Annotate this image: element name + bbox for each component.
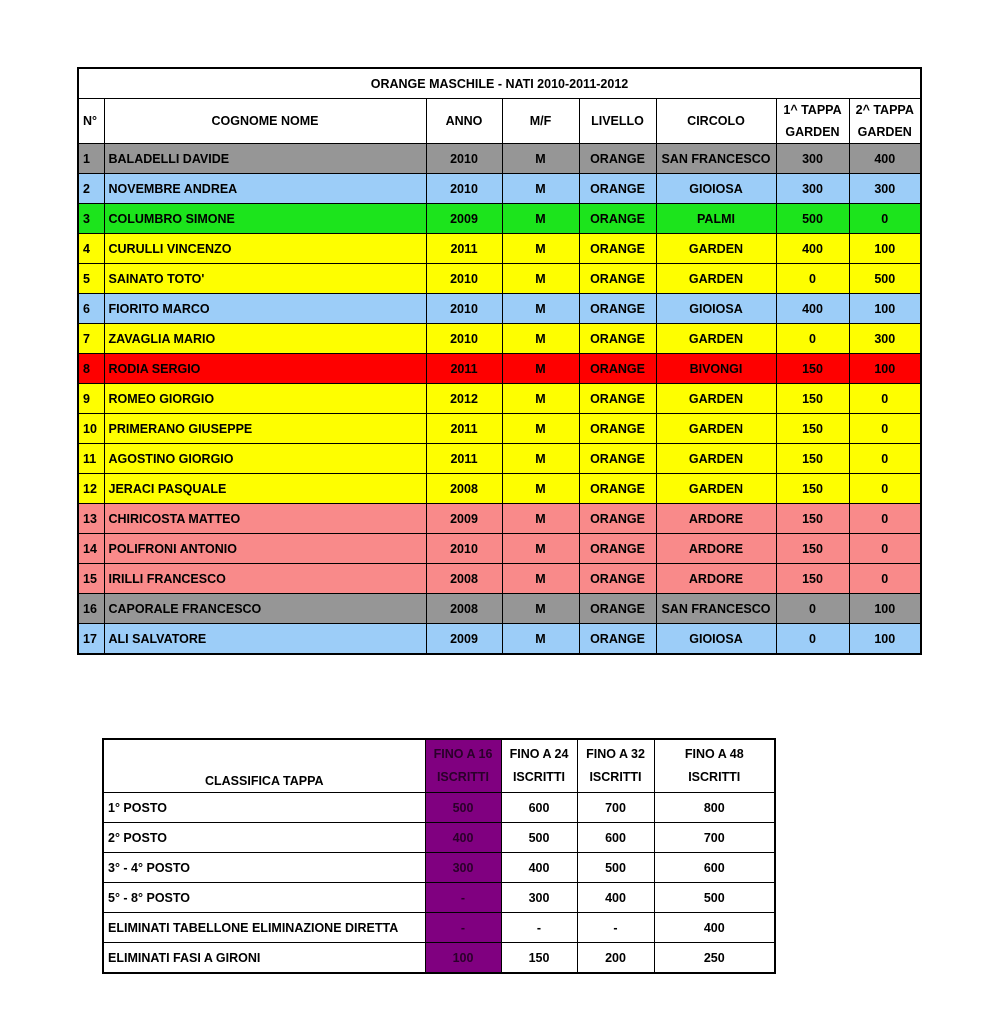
row-number: 2 [78,174,104,204]
row-level: ORANGE [579,264,656,294]
row-number: 9 [78,384,104,414]
row-name: NOVEMBRE ANDREA [104,174,426,204]
row-gender: M [502,324,579,354]
points-row-label: 1° POSTO [103,793,425,823]
row-stage1-points: 0 [776,624,849,655]
row-level: ORANGE [579,354,656,384]
table-row [78,534,921,564]
row-stage1-points: 500 [776,204,849,234]
points-value-24: 300 [501,883,577,913]
row-stage2-points: 0 [849,474,921,504]
table-row [78,204,921,234]
row-stage1-points: 0 [776,324,849,354]
row-number: 8 [78,354,104,384]
row-name: ALI SALVATORE [104,624,426,655]
row-year: 2008 [426,564,502,594]
row-number: 14 [78,534,104,564]
points-row-label: 3° - 4° POSTO [103,853,425,883]
row-stage1-points: 150 [776,354,849,384]
points-value-32: 400 [577,883,654,913]
header-gender: M/F [502,99,579,144]
row-stage1-points: 150 [776,534,849,564]
header-stage1-line1: 1^ TAPPA [783,103,842,117]
row-year: 2009 [426,204,502,234]
row-name: BALADELLI DAVIDE [104,144,426,174]
row-club: GIOIOSA [656,174,776,204]
row-number: 4 [78,234,104,264]
row-gender: M [502,264,579,294]
points-value-24: 500 [501,823,577,853]
points-header-16-line1: FINO A 16 [433,747,493,761]
table-row [78,414,921,444]
row-year: 2011 [426,234,502,264]
row-level: ORANGE [579,474,656,504]
points-value-48: 800 [654,793,775,823]
row-year: 2008 [426,594,502,624]
table-row [78,384,921,414]
points-table-body [103,739,775,973]
row-stage1-points: 150 [776,474,849,504]
table-title: ORANGE MASCHILE - NATI 2010-2011-2012 [78,68,921,99]
points-header-24 [501,739,577,793]
table-row [103,793,775,823]
row-club: GARDEN [656,444,776,474]
row-level: ORANGE [579,594,656,624]
table-row [103,943,775,974]
row-name: CURULLI VINCENZO [104,234,426,264]
row-level: ORANGE [579,204,656,234]
row-gender: M [502,444,579,474]
row-name: ZAVAGLIA MARIO [104,324,426,354]
header-level: LIVELLO [579,99,656,144]
row-stage1-points: 150 [776,564,849,594]
points-header-row [103,739,775,793]
header-club: CIRCOLO [656,99,776,144]
row-name: CHIRICOSTA MATTEO [104,504,426,534]
points-header-16-line2: ISCRITTI [436,770,490,784]
row-gender: M [502,234,579,264]
row-year: 2009 [426,624,502,655]
row-level: ORANGE [579,174,656,204]
points-value-16: 300 [425,853,501,883]
points-value-32: - [577,913,654,943]
row-number: 13 [78,504,104,534]
row-stage1-points: 150 [776,414,849,444]
row-number: 7 [78,324,104,354]
row-name: PRIMERANO GIUSEPPE [104,414,426,444]
row-stage2-points: 100 [849,624,921,655]
row-gender: M [502,564,579,594]
header-stage1 [776,99,849,144]
header-stage1-line2: GARDEN [785,125,840,139]
row-name: COLUMBRO SIMONE [104,204,426,234]
points-header-48-line2: ISCRITTI [688,770,741,784]
points-value-32: 500 [577,853,654,883]
row-stage1-points: 150 [776,444,849,474]
row-gender: M [502,384,579,414]
points-value-48: 400 [654,913,775,943]
row-number: 15 [78,564,104,594]
table-row [78,324,921,354]
row-number: 16 [78,594,104,624]
row-gender: M [502,144,579,174]
row-year: 2010 [426,174,502,204]
table-row [78,294,921,324]
points-value-32: 600 [577,823,654,853]
row-gender: M [502,294,579,324]
row-stage1-points: 150 [776,384,849,414]
header-name: COGNOME NOME [104,99,426,144]
points-header-32-line1: FINO A 32 [586,747,645,761]
points-value-16: 100 [425,943,501,974]
row-stage1-points: 300 [776,174,849,204]
points-value-32: 700 [577,793,654,823]
row-level: ORANGE [579,564,656,594]
points-row-label: ELIMINATI FASI A GIRONI [103,943,425,974]
row-level: ORANGE [579,324,656,354]
row-club: BIVONGI [656,354,776,384]
header-number: N° [78,99,104,144]
row-stage1-points: 0 [776,264,849,294]
table-row [78,264,921,294]
row-year: 2010 [426,294,502,324]
row-year: 2011 [426,414,502,444]
row-stage2-points: 0 [849,204,921,234]
row-level: ORANGE [579,414,656,444]
row-year: 2010 [426,264,502,294]
points-value-24: - [501,913,577,943]
points-value-16: 400 [425,823,501,853]
table-row [78,234,921,264]
row-level: ORANGE [579,624,656,655]
table-row [78,444,921,474]
points-value-24: 150 [501,943,577,974]
points-value-48: 700 [654,823,775,853]
points-header-24-line1: FINO A 24 [509,747,569,761]
row-level: ORANGE [579,144,656,174]
row-club: GARDEN [656,414,776,444]
table-row [78,354,921,384]
row-name: IRILLI FRANCESCO [104,564,426,594]
table-row [78,174,921,204]
header-year: ANNO [426,99,502,144]
points-value-48: 600 [654,853,775,883]
row-year: 2010 [426,324,502,354]
points-value-48: 500 [654,883,775,913]
points-table [102,738,776,974]
row-number: 17 [78,624,104,655]
row-club: GARDEN [656,264,776,294]
points-header-16 [425,739,501,793]
table-row [78,564,921,594]
points-value-16: - [425,913,501,943]
table-row [78,624,921,655]
header-row [78,99,921,144]
row-name: FIORITO MARCO [104,294,426,324]
row-club: ARDORE [656,504,776,534]
row-number: 3 [78,204,104,234]
points-header-24-line2: ISCRITTI [512,770,566,784]
points-value-24: 600 [501,793,577,823]
row-stage1-points: 0 [776,594,849,624]
table-row [78,474,921,504]
table-row [103,913,775,943]
row-stage2-points: 0 [849,564,921,594]
row-stage1-points: 400 [776,294,849,324]
table-row [78,144,921,174]
row-gender: M [502,594,579,624]
row-year: 2011 [426,354,502,384]
row-club: SAN FRANCESCO [656,144,776,174]
row-number: 12 [78,474,104,504]
table-row [103,883,775,913]
row-stage2-points: 500 [849,264,921,294]
row-level: ORANGE [579,444,656,474]
row-club: GARDEN [656,384,776,414]
row-name: SAINATO TOTO' [104,264,426,294]
row-club: GARDEN [656,324,776,354]
points-value-24: 400 [501,853,577,883]
table-row [78,504,921,534]
row-stage2-points: 0 [849,534,921,564]
row-club: SAN FRANCESCO [656,594,776,624]
row-club: GIOIOSA [656,624,776,655]
row-year: 2012 [426,384,502,414]
row-name: ROMEO GIORGIO [104,384,426,414]
points-header-32-line2: ISCRITTI [589,770,642,784]
points-value-16: 500 [425,793,501,823]
row-level: ORANGE [579,384,656,414]
row-club: PALMI [656,204,776,234]
row-year: 2010 [426,144,502,174]
row-club: ARDORE [656,564,776,594]
row-gender: M [502,504,579,534]
row-gender: M [502,204,579,234]
points-value-16: - [425,883,501,913]
header-stage2-line1: 2^ TAPPA [855,103,914,117]
ranking-table [77,67,922,655]
row-gender: M [502,174,579,204]
row-club: ARDORE [656,534,776,564]
row-number: 5 [78,264,104,294]
points-header-label: CLASSIFICA TAPPA [103,739,425,793]
row-stage2-points: 300 [849,324,921,354]
row-stage2-points: 100 [849,354,921,384]
row-stage2-points: 100 [849,234,921,264]
row-level: ORANGE [579,234,656,264]
row-year: 2009 [426,504,502,534]
row-number: 11 [78,444,104,474]
row-club: GARDEN [656,234,776,264]
row-name: JERACI PASQUALE [104,474,426,504]
row-gender: M [502,534,579,564]
row-gender: M [502,414,579,444]
row-stage2-points: 0 [849,384,921,414]
table-row [103,853,775,883]
points-header-32 [577,739,654,793]
row-stage2-points: 0 [849,504,921,534]
row-year: 2011 [426,444,502,474]
row-stage2-points: 400 [849,144,921,174]
header-stage2-line2: GARDEN [857,125,912,139]
row-stage1-points: 300 [776,144,849,174]
row-club: GIOIOSA [656,294,776,324]
row-level: ORANGE [579,534,656,564]
row-name: RODIA SERGIO [104,354,426,384]
row-stage2-points: 300 [849,174,921,204]
row-year: 2008 [426,474,502,504]
header-stage2 [849,99,921,144]
points-row-label: 5° - 8° POSTO [103,883,425,913]
row-stage2-points: 0 [849,414,921,444]
row-stage1-points: 150 [776,504,849,534]
points-value-32: 200 [577,943,654,974]
row-gender: M [502,474,579,504]
row-number: 6 [78,294,104,324]
points-row-label: ELIMINATI TABELLONE ELIMINAZIONE DIRETTA [103,913,425,943]
row-level: ORANGE [579,294,656,324]
row-name: POLIFRONI ANTONIO [104,534,426,564]
row-year: 2010 [426,534,502,564]
points-header-48 [654,739,775,793]
row-name: AGOSTINO GIORGIO [104,444,426,474]
table-row [78,594,921,624]
ranking-table-body [78,68,921,654]
points-value-48: 250 [654,943,775,974]
points-row-label: 2° POSTO [103,823,425,853]
table-title-row [78,68,921,99]
points-header-48-line1: FINO A 48 [684,747,744,761]
row-stage2-points: 100 [849,594,921,624]
row-club: GARDEN [656,474,776,504]
table-row [103,823,775,853]
row-stage2-points: 100 [849,294,921,324]
row-number: 10 [78,414,104,444]
row-stage1-points: 400 [776,234,849,264]
row-level: ORANGE [579,504,656,534]
row-name: CAPORALE FRANCESCO [104,594,426,624]
row-gender: M [502,354,579,384]
row-number: 1 [78,144,104,174]
row-gender: M [502,624,579,655]
row-stage2-points: 0 [849,444,921,474]
